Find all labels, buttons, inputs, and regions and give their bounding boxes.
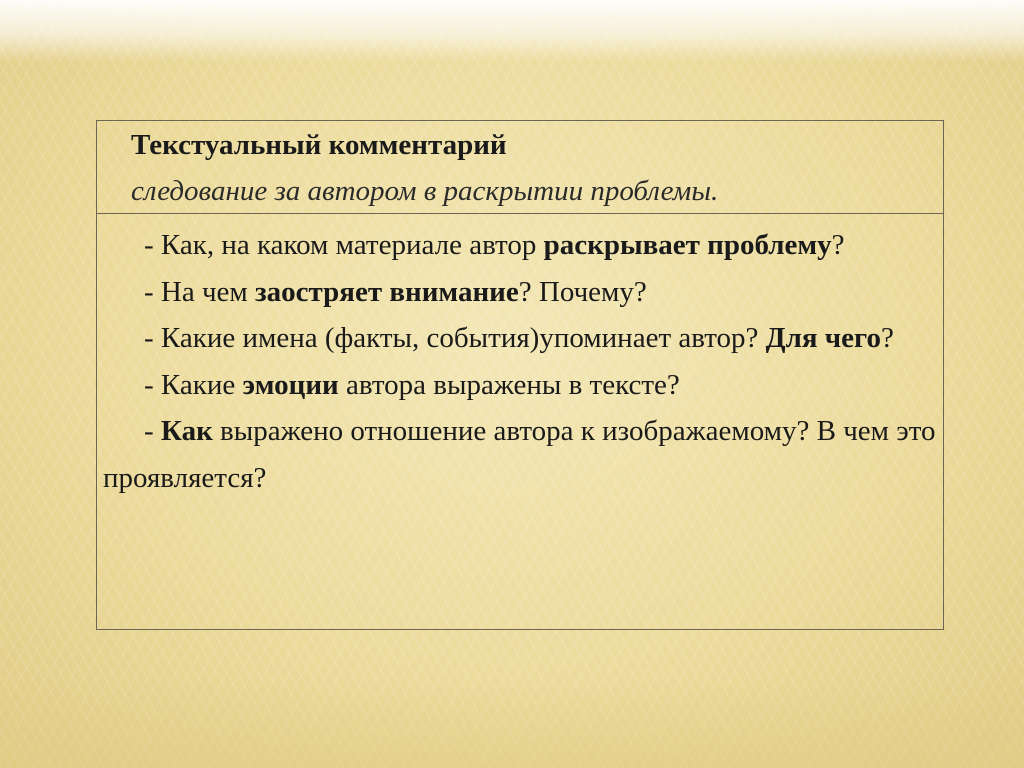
question-emphasis: Как (160, 415, 213, 447)
question-text: ? Почему? (518, 275, 647, 308)
question-item (103, 222, 939, 269)
slide-subtitle: следование за автором в раскрытии проблемы. (131, 175, 719, 207)
question-text: ? (831, 229, 845, 261)
question-text: автора выражены в тексте? (338, 368, 680, 401)
question-item (103, 362, 939, 409)
comment-table (96, 120, 944, 630)
question-text: - (144, 415, 161, 447)
question-text: выражено отношение автора к изображаемому? В чем это проявляется? (103, 415, 936, 494)
question-text: - На чем (144, 275, 256, 308)
question-item (103, 408, 939, 501)
question-text: - Как, на каком материале автор (144, 229, 544, 261)
question-emphasis: заостряет внимание (255, 275, 519, 308)
question-text: ? (880, 322, 894, 354)
question-text: - Какие (144, 368, 243, 401)
question-emphasis: Для чего (765, 322, 881, 354)
slide-top-band (0, 0, 1024, 62)
question-emphasis: эмоции (242, 368, 339, 401)
question-item (103, 269, 939, 316)
question-item (103, 315, 939, 362)
question-emphasis: раскрывает проблему (543, 229, 832, 261)
table-header-cell (97, 121, 943, 214)
questions-cell (103, 222, 939, 501)
question-text: - Какие имена (факты, события)упоминает автор? (144, 322, 766, 354)
slide-title: Текстуальный комментарий (131, 129, 507, 161)
slide-bottom-band (0, 678, 1024, 768)
